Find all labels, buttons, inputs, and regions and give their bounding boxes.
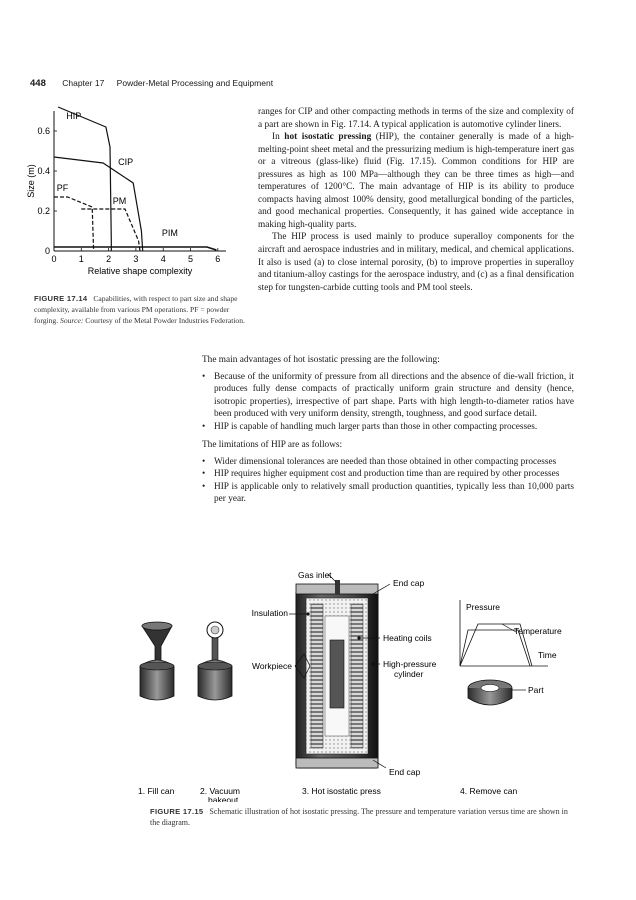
chapter-label: Chapter 17 xyxy=(62,78,105,88)
x-tick-label: 1 xyxy=(78,254,84,264)
temperature-label: Temperature xyxy=(514,626,562,636)
series-cip-label: CIP xyxy=(118,157,134,167)
y-tick-label: 0.6 xyxy=(37,126,50,136)
pressure-temperature-inset xyxy=(460,600,562,666)
hip-press-illustration xyxy=(296,580,378,768)
y-tick-label: 0.2 xyxy=(37,206,50,216)
x-tick-label: 5 xyxy=(188,254,194,264)
paragraph-hip-uses: The HIP process is used mainly to produce superalloy components for the aircraft and aerospace industries and in military, medical, and chemical applications. It also is used (a) to close internal porosity, (b) to improve properties in superalloy and titanium-alloy castings for the aerospace industry, and (c) as a final densification step for tungsten-carbide cutting tools and PM tool steels. xyxy=(258,232,574,293)
x-tick-label: 0 xyxy=(51,254,57,264)
time-label: Time xyxy=(538,650,557,660)
fill-can-illustration xyxy=(140,622,174,700)
x-tick-label: 3 xyxy=(133,254,139,264)
step-1-label: 1. Fill can xyxy=(138,786,175,796)
hip-intro-rest: (HIP), the container generally is made of a high-melting-point sheet metal and the pressurizing medium is high-temperature inert gas or a vitreous (glass-like) fluid (Fig. 17.15). Common conditions for HIP are pressures as high as 100 MPa—although they can be three times as high—and temperatures of 1200°C. The main advantage of HIP is its ability to produce compacts having almost 100% density, good metallurgical bonding of the particles, and good mechanical properties. Consequently, it has gained wide acceptance in making high-quality parts. xyxy=(258,132,574,230)
figure-17-14-label: FIGURE 17.14 xyxy=(34,294,88,303)
paragraph-cip-ranges: ranges for CIP and other compacting methods in terms of the size and complexity of a part are shown in Fig. 17.14. A typical application is automotive cylinder liners. xyxy=(258,107,574,130)
advantage-item: • HIP is capable of handling much larger parts than those in other compacting processes. xyxy=(214,421,574,434)
pressure-label: Pressure xyxy=(466,602,501,612)
right-column-text xyxy=(258,106,574,294)
advantages-limitations-text xyxy=(202,354,574,512)
series-hip-line xyxy=(58,107,111,251)
heating-coils-label: Heating coils xyxy=(383,633,432,643)
y-axis-label: Size (m) xyxy=(26,164,36,198)
step-2-label: 2. Vacuum xyxy=(200,786,241,796)
series-cip-line xyxy=(54,157,143,251)
end-cap-bottom-label: End cap xyxy=(389,767,421,777)
high-pressure-label: High-pressure xyxy=(383,659,437,669)
workpiece-label: Workpiece xyxy=(252,661,292,671)
series-pim-label: PIM xyxy=(161,228,178,238)
hip-intro-prefix: In xyxy=(272,132,285,143)
part-label: Part xyxy=(528,685,544,695)
figure-17-14-source-label: Source: xyxy=(60,315,84,325)
figure-17-14-source: Courtesy of the Metal Powder Industries Federation. xyxy=(85,315,245,325)
series-pm-label: PM xyxy=(112,196,127,206)
limitation-item: • HIP is applicable only to relatively small production quantities, typically less than 10,000 parts per year. xyxy=(214,481,574,506)
step-2-label-line2: bakeout xyxy=(208,795,239,802)
series-pf-line xyxy=(54,197,94,251)
removed-part-illustration xyxy=(468,680,544,705)
advantages-list xyxy=(202,371,574,434)
step-3-label: 3. Hot isostatic press xyxy=(302,786,381,796)
chapter-title: Powder-Metal Processing and Equipment xyxy=(116,78,274,88)
figure-17-15-schematic xyxy=(128,570,598,802)
term-hot-isostatic-pressing: hot isostatic pressing xyxy=(284,132,372,143)
y-tick-label: 0 xyxy=(44,246,50,256)
advantage-item: • Because of the uniformity of pressure from all directions and the absence of die-wall friction, it produces fully dense compacts of practically uniform grain structure and density (hence, isotropic properties), irrespective of part shape. Parts with high length-to-diameter ratios have been produced with very uniform density, strength, toughness, and good surface detail. xyxy=(214,371,574,421)
figure-17-15-caption-text: Schematic illustration of hot isostatic pressing. The pressure and temperature variation versus time are shown in the diagram. xyxy=(150,807,568,827)
vacuum-bakeout-illustration xyxy=(198,622,232,700)
cylinder-label: cylinder xyxy=(394,669,424,679)
figure-17-15-label: FIGURE 17.15 xyxy=(150,807,204,816)
figure-17-14-caption-text: Capabilities, with respect to part size and shape complexity, available from various PM operations. PF = powder forging. xyxy=(34,294,238,325)
figure-17-14-caption xyxy=(34,294,246,326)
end-cap-top-label: End cap xyxy=(393,578,425,588)
x-tick-label: 2 xyxy=(106,254,112,264)
series-pim-line xyxy=(54,247,216,250)
figure-17-15-caption xyxy=(150,806,578,828)
limitations-intro: The limitations of HIP are as follows: xyxy=(202,440,343,451)
limitation-item: • Wider dimensional tolerances are needed than those obtained in other compacting processes xyxy=(214,456,574,469)
limitation-item: • HIP requires higher equipment cost and production time than are required by other processes xyxy=(214,468,574,481)
insulation-label: Insulation xyxy=(251,608,288,618)
x-tick-label: 6 xyxy=(215,254,221,264)
x-tick-label: 4 xyxy=(160,254,166,264)
step-4-label: 4. Remove can xyxy=(460,786,518,796)
figure-17-14-chart xyxy=(26,105,238,285)
running-header xyxy=(30,78,273,89)
paragraph-hip-intro xyxy=(258,131,574,231)
advantages-intro: The main advantages of hot isostatic pressing are the following: xyxy=(202,355,440,365)
limitations-list xyxy=(202,456,574,506)
x-axis-label: Relative shape complexity xyxy=(87,266,193,276)
page-number: 448 xyxy=(30,78,46,89)
gas-inlet-label: Gas inlet xyxy=(298,570,332,580)
y-tick-label: 0.4 xyxy=(37,166,50,176)
series-pf-label: PF xyxy=(56,183,69,193)
series-hip-label: HIP xyxy=(66,111,82,121)
